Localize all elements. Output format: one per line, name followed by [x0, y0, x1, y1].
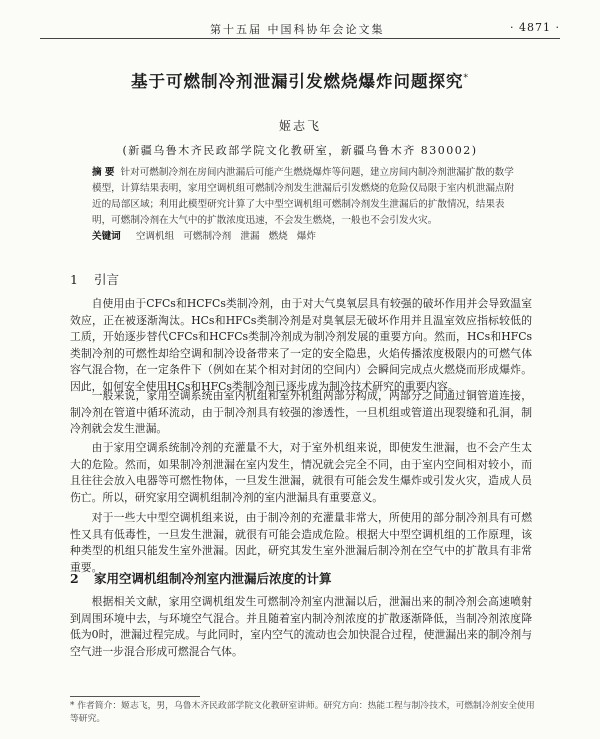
page-number: · 4871 ·: [510, 21, 560, 34]
section-heading: [70, 569, 332, 587]
paragraph: 对于一些大中型空调机组来说，由于制冷剂的充灌量非常大，所使用的部分制冷剂具有可燃性又具有低毒性，一旦发生泄漏，就很有可能会造成危险。根据大中型空调机组的工作原理，该种类型的机组只能发生室外泄漏。因此，研究其发生室外泄漏后制冷剂在空气中的扩散具有非常重要。: [70, 511, 532, 574]
section-number: 1: [70, 272, 78, 287]
section-number: 2: [70, 571, 79, 586]
footnote-divider: [70, 696, 200, 697]
keyword: 泄漏: [240, 231, 260, 242]
abstract-label: 摘 要: [92, 167, 115, 178]
paragraph: 一般来说，家用空调系统由室内机组和室外机组两部分构成，两部分之间通过铜管道连接，制冷剂在管道中循环流动，由于制冷剂具有较强的渗透性，一旦机组或管道出现裂缝和孔洞，制冷剂就会发生泄漏。: [70, 389, 532, 435]
section-title: 引言: [94, 272, 120, 287]
paper-title: [40, 68, 560, 92]
abstract-text: 针对可燃制冷剂在房间内泄漏后可能产生燃烧爆炸等问题，建立房间内制冷剂泄漏扩散的数学模型，计算结果表明，家用空调机组可燃制冷剂发生泄漏后引发燃烧的危险仅局限于室内机泄漏点附近的局部区域；利用此模型研究计算了大中型空调机组可燃制冷剂发生泄漏后的扩散情况，结果表明，可燃制冷剂在大气中的扩散浓度迅速，不会发生燃烧，一般也不会引发火灾。: [92, 167, 515, 226]
title-text: 基于可燃制冷剂泄漏引发燃烧爆炸问题探究: [131, 72, 464, 91]
footnote: * 作者简介：姬志飞，男，乌鲁木齐民政部学院文化教研室讲师。研究方向：热能工程与制冷技术，可燃制冷剂安全使用等研究。: [70, 701, 535, 724]
keywords: [92, 228, 520, 242]
section-title: 家用空调机组制冷剂室内泄漏后浓度的计算: [94, 571, 332, 586]
abstract: [92, 165, 520, 229]
author: 姬志飞: [278, 119, 321, 133]
keyword: 可燃制冷剂: [183, 231, 232, 242]
paragraph: 自使用由于CFCs和HCFCs类制冷剂，由于对大气臭氧层具有较强的破坏作用并会导致温室效应，正在被逐渐淘汰。HCs和HFCs类制冷剂是对臭氧层无破坏作用并且温室效应指标较低的工质，开始逐步替代CFCs和HCFCs类制冷剂成为制冷剂发展的重要方向。然而，HCs和HFCs类制冷剂的可燃性却给空调和制冷设备带来了一定的安全隐患，火焰传播浓度极限内的可燃气体容气混合物，在一定条件下（例如在某个相对封闭的空间内）会瞬间完成点火燃烧而形成爆炸。因此，如何安全使用HCs和HFCs类制冷剂已逐步成为制冷技术研究的重要内容。: [70, 297, 532, 393]
title-footnote-mark: *: [463, 73, 469, 84]
paragraph: 根据相关文献，家用空调机组发生可燃制冷剂室内泄漏以后，泄漏出来的制冷剂会高速喷射到周围环境中去，与环境空气混合。并且随着室内制冷剂浓度的扩散逐渐降低，当制冷剂浓度降低为0时，泄漏过程完成。与此同时，室内空气的流动也会加快混合过程，使泄漏出来的制冷剂与空气进一步混合形成可燃混合气体。: [70, 595, 532, 658]
keyword: 燃烧: [268, 231, 288, 242]
affiliation: (新疆乌鲁木齐民政部学院文化教研室，新疆乌鲁木齐 830002): [122, 144, 478, 157]
keyword: 空调机组: [135, 231, 175, 242]
paragraph: 由于家用空调系统制冷剂的充灌量不大，对于室外机组来说，即使发生泄漏，也不会产生太大的危险。然而，如果制冷剂泄漏在室内发生，情况就会完全不同，由于室内空间相对较小，而且往往会放入电器等可燃性物体，一旦发生泄漏，就很有可能会发生爆炸或引发火灾，造成人员伤亡。所以，研究家用空调机组制冷剂的室内泄漏具有重要意义。: [70, 441, 532, 504]
section-heading: [70, 270, 119, 288]
keywords-label: 关键词: [92, 231, 121, 242]
running-header: [40, 18, 560, 39]
keyword: 爆炸: [296, 231, 316, 242]
conference-name: 第十五届 中国科协年会论文集: [210, 23, 385, 36]
